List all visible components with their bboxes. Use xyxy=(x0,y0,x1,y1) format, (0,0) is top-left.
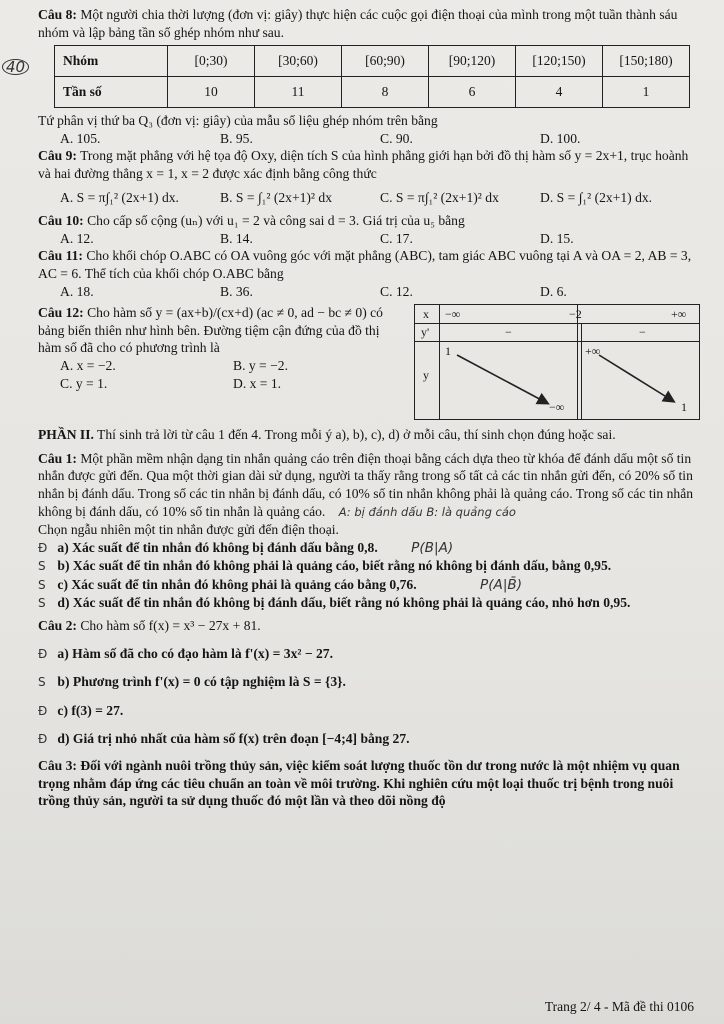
p2q2-item-b xyxy=(38,673,700,692)
answer-mark: S xyxy=(38,577,46,592)
q8-text: Một người chia thời lượng (đơn vị: giây) thực hiện các cuộc gọi điện thoại của mình trong một tuần thành sáu nhóm và lập bảng tần số ghép nhóm như sau. xyxy=(38,7,678,40)
hand-note: P(A|B̄) xyxy=(480,576,523,593)
q10-option-b: B. 14. xyxy=(220,230,253,246)
answer-mark: S xyxy=(38,596,46,611)
q8-options xyxy=(38,130,700,148)
table-cell: Nhóm xyxy=(55,46,168,77)
part2-title: PHẦN II. xyxy=(38,427,94,443)
p2q1-hand-note: A: bị đánh dấu B: là quảng cáo xyxy=(338,504,516,519)
q9-option-b: B. S = ∫₁² (2x+1)² dx xyxy=(220,189,333,205)
q12-stem xyxy=(38,304,406,357)
item-text: b) Phương trình f'(x) = 0 có tập nghiệm là S = {3}. xyxy=(57,674,346,690)
vt-x-minus-inf: −∞ xyxy=(445,307,461,322)
answer-mark: S xyxy=(38,675,46,690)
answer-mark: Đ xyxy=(38,703,48,718)
q8-option-d: D. 100. xyxy=(540,130,581,146)
table-cell: [150;180) xyxy=(603,46,690,77)
q11-option-d: D. 6. xyxy=(540,283,567,299)
q12-options-row1 xyxy=(38,357,406,375)
table-cell: [60;90) xyxy=(342,46,429,77)
vt-y-right-top: +∞ xyxy=(585,344,601,359)
decreasing-arrow-right xyxy=(599,355,673,401)
q10-option-d: D. 15. xyxy=(540,230,574,246)
q12-option-b: B. y = −2. xyxy=(233,357,288,373)
q8-frequency-table xyxy=(54,45,690,108)
variation-table xyxy=(414,304,700,420)
vt-x-minus-2: −2 xyxy=(569,307,582,322)
q8-option-a: A. 105. xyxy=(60,130,101,146)
p2q1-item-b xyxy=(38,557,700,576)
vt-y-left-bottom: −∞ xyxy=(549,400,565,415)
p2q2-item-c xyxy=(38,702,700,721)
vt-yprime-right-sign: − xyxy=(639,325,646,340)
vt-y-label: y xyxy=(423,368,429,383)
vt-x-plus-inf: +∞ xyxy=(671,307,687,322)
q12-option-c: C. y = 1. xyxy=(60,375,108,391)
q12-block xyxy=(38,304,700,420)
table-cell: [0;30) xyxy=(168,46,255,77)
answer-mark: Đ xyxy=(38,732,48,747)
p2q2-stem xyxy=(38,617,700,635)
p2q3-stem xyxy=(38,757,700,810)
item-text: a) Hàm số đã cho có đạo hàm là f'(x) = 3x² − 27. xyxy=(57,645,333,661)
p2q1-label: Câu 1: xyxy=(38,450,77,466)
p2q3-label: Câu 3: xyxy=(38,758,77,774)
table-cell: 1 xyxy=(603,77,690,108)
q8-label: Câu 8: xyxy=(38,7,77,22)
p2q1-item-c xyxy=(38,576,700,595)
table-row xyxy=(55,46,690,77)
table-cell: [90;120) xyxy=(429,46,516,77)
table-cell: 11 xyxy=(255,77,342,108)
q8-margin-note: 40 xyxy=(2,59,29,75)
q12-label: Câu 12: xyxy=(38,305,84,321)
q11-label: Câu 11: xyxy=(38,248,83,264)
table-cell: 4 xyxy=(516,77,603,108)
q12-text-column xyxy=(38,304,414,420)
q11-stem xyxy=(38,247,700,282)
decreasing-arrow-left xyxy=(457,355,547,403)
p2q2-item-a xyxy=(38,645,700,664)
item-text: d) Giá trị nhỏ nhất của hàm số f(x) trên đoạn [−4;4] bằng 27. xyxy=(57,731,410,747)
p2q2-label: Câu 2: xyxy=(38,618,77,634)
q11-text: Cho khối chóp O.ABC có OA vuông góc với mặt phẳng (ABC), tam giác ABC vuông tại A và OA = 2, AB = 3, AC = 6. Thể tích của khối chóp O.ABC bằng xyxy=(38,248,692,281)
p2q1-prompt: Chọn ngẫu nhiên một tin nhắn được gửi đến điện thoại. xyxy=(38,522,339,538)
vt-x-label: x xyxy=(423,307,429,322)
q12-option-a: A. x = −2. xyxy=(60,357,116,373)
q10-options xyxy=(38,230,700,248)
q11-options xyxy=(38,283,700,301)
part2-text: Thí sinh trả lời từ câu 1 đến 4. Trong mỗi ý a), b), c), d) ở mỗi câu, thí sinh chọn đúng hoặc sai. xyxy=(97,427,616,443)
q8-stem xyxy=(38,6,700,41)
q10-option-c: C. 17. xyxy=(380,230,413,246)
item-text: c) Xác suất để tin nhắn đó không phải là quảng cáo bằng 0,76. xyxy=(57,576,417,592)
q10-option-a: A. 12. xyxy=(60,230,94,246)
q8-question: Tứ phân vị thứ ba Q₃ (đơn vị: giây) của mẫu số liệu ghép nhóm trên bằng xyxy=(38,113,438,129)
answer-mark: S xyxy=(38,559,46,574)
q10-text: Cho cấp số cộng (uₙ) với u₁ = 2 và công sai d = 3. Giá trị của u₅ bằng xyxy=(87,213,465,229)
q12-options-row2 xyxy=(38,375,406,393)
p2q1-text: Một phần mềm nhận dạng tin nhắn quảng cáo trên điện thoại bằng cách dựa theo từ khóa để đánh dấu một số tin nhắn được gửi đến. Qua một thời gian dài sử dụng, người ta thấy rằng trong số tất cả các tin nhắn gửi đến, có 20% số tin nhắn bị đánh dấu. Trong số các tin nhắn bị đánh dấu, có 10% số tin nhắn không phải là quảng cáo. Trong số các tin nhắn không bị đánh dấu, có 10% số tin nhắn là quảng cáo. xyxy=(38,450,694,519)
q11-option-c: C. 12. xyxy=(380,283,413,299)
q9-text: Trong mặt phẳng với hệ tọa độ Oxy, diện tích S của hình phẳng giới hạn bởi đồ thị hàm số y = 2x+1, trục hoành và hai đường thẳng x = 1, x = 2 được xác định bằng công thức xyxy=(38,148,689,181)
vt-y-right-bottom: 1 xyxy=(681,400,687,415)
answer-mark: Đ xyxy=(38,540,48,555)
table-row xyxy=(55,77,690,108)
p2q3-text: Đối với ngành nuôi trồng thủy sản, việc kiểm soát lượng thuốc tồn dư trong nước là một nhiệm vụ quan trọng nhằm đáp ứng các tiêu chuẩn an toàn về môi trường. Khi nghiên cứu một loại thuốc trị bệnh trong nuôi trồng thủy sản, người ta sử dụng thuốc đó một lần và theo dõi nồng độ xyxy=(38,758,680,809)
q8-option-c: C. 90. xyxy=(380,130,413,146)
page-footer: Trang 2/ 4 - Mã đề thi 0106 xyxy=(544,999,694,1015)
part2-intro xyxy=(38,426,700,444)
hand-note: P(B|A) xyxy=(411,539,454,556)
table-cell: Tần số xyxy=(55,77,168,108)
p2q1-item-a xyxy=(38,539,700,558)
q9-label: Câu 9: xyxy=(38,148,77,164)
item-text: a) Xác suất để tin nhắn đó không bị đánh dấu bằng 0,8. xyxy=(57,539,378,555)
table-cell: 10 xyxy=(168,77,255,108)
table-cell: 8 xyxy=(342,77,429,108)
q12-text: Cho hàm số y = (ax+b)/(cx+d) (ac ≠ 0, ad − bc ≠ 0) có bảng biến thiên như hình bên. Đường tiệm cận đứng của đồ thị hàm số đã cho có phương trình là xyxy=(38,305,383,356)
p2q2-text: Cho hàm số f(x) = x³ − 27x + 81. xyxy=(80,618,261,634)
item-text: c) f(3) = 27. xyxy=(57,702,124,718)
item-text: b) Xác suất để tin nhắn đó không phải là quảng cáo, biết rằng nó không bị đánh dấu, bằng 0,95. xyxy=(57,558,612,574)
table-cell: [30;60) xyxy=(255,46,342,77)
q9-option-a: A. S = π∫₁² (2x+1) dx. xyxy=(60,189,179,205)
p2q1-item-d xyxy=(38,594,700,613)
table-cell: [120;150) xyxy=(516,46,603,77)
variation-arrows xyxy=(415,305,699,419)
p2q2-item-d xyxy=(38,730,700,749)
vt-y-left-top: 1 xyxy=(445,344,451,359)
q10-stem xyxy=(38,212,700,230)
q10-label: Câu 10: xyxy=(38,213,84,229)
q11-option-b: B. 36. xyxy=(220,283,253,299)
q9-option-d: D. S = ∫₁² (2x+1) dx. xyxy=(540,189,653,205)
q8-table-wrap xyxy=(6,45,700,108)
q9-stem xyxy=(38,147,700,182)
answer-mark: Đ xyxy=(38,646,48,661)
q9-options xyxy=(38,189,700,207)
vt-yprime-left-sign: − xyxy=(505,325,512,340)
table-cell: 6 xyxy=(429,77,516,108)
p2q1-stem xyxy=(38,450,700,521)
q9-option-c: C. S = π∫₁² (2x+1)² dx xyxy=(380,189,499,205)
q11-option-a: A. 18. xyxy=(60,283,94,299)
item-text: d) Xác suất để tin nhắn đó không bị đánh dấu, biết rằng nó không phải là quảng cáo, nhỏ hơn 0,95. xyxy=(57,595,631,611)
q8-option-b: B. 95. xyxy=(220,130,253,146)
q12-option-d: D. x = 1. xyxy=(233,375,282,391)
vt-yprime-label: y' xyxy=(421,325,430,340)
